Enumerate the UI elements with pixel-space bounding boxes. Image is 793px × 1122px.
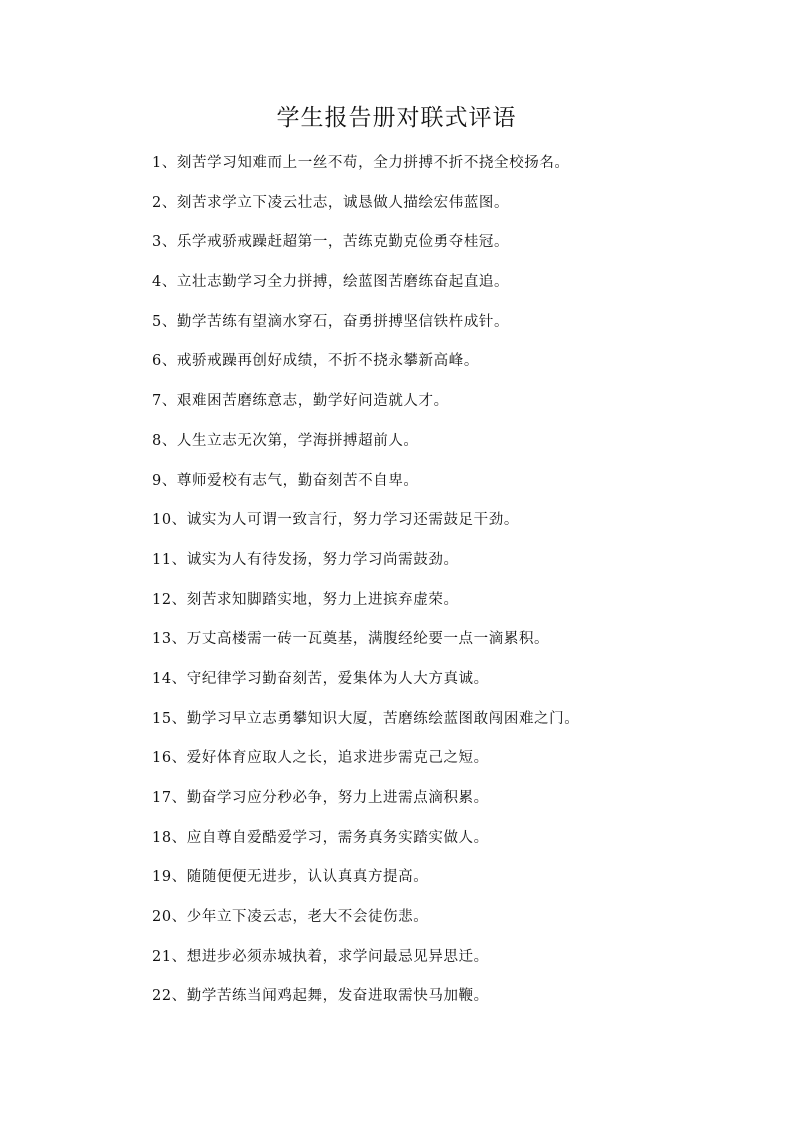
list-item: 6、戒骄戒躁再创好成绩，不折不挠永攀新高峰。 bbox=[152, 353, 479, 370]
list-item: 22、勤学苦练当闻鸡起舞，发奋进取需快马加鞭。 bbox=[152, 988, 489, 1005]
list-item: 2、刻苦求学立下凌云壮志，诚恳做人描绘宏伟蓝图。 bbox=[152, 194, 510, 211]
list-item: 11、诚实为人有待发扬，努力学习尚需鼓劲。 bbox=[152, 551, 459, 568]
list-item: 12、刻苦求知脚踏实地，努力上进摈弃虚荣。 bbox=[152, 591, 459, 608]
list-item: 17、勤奋学习应分秒必争，努力上进需点滴积累。 bbox=[152, 790, 489, 806]
list-item: 8、人生立志无次第，学海拼搏超前人。 bbox=[152, 432, 419, 449]
list-item: 5、勤学苦练有望滴水穿石，奋勇拼搏坚信铁杵成针。 bbox=[152, 313, 510, 330]
list-item: 10、诚实为人可谓一致言行，努力学习还需鼓足干劲。 bbox=[152, 512, 519, 529]
list-item: 20、少年立下凌云志，老大不会徒伤悲。 bbox=[152, 909, 429, 926]
list-item: 14、守纪律学习勤奋刻苦，爱集体为人大方真诚。 bbox=[152, 670, 489, 687]
list-item: 15、勤学习早立志勇攀知识大厦，苦磨练绘蓝图敢闯困难之门。 bbox=[152, 710, 580, 727]
list-item: 13、万丈高楼需一砖一瓦奠基，满腹经纶要一点一滴累积。 bbox=[152, 631, 550, 648]
list-item: 1、刻苦学习知难而上一丝不苟，全力拼搏不折不挠全校扬名。 bbox=[152, 155, 570, 171]
list-item: 16、爱好体育应取人之长，追求进步需克己之短。 bbox=[152, 750, 489, 767]
list-item: 19、随随便便无进步，认认真真方提高。 bbox=[152, 869, 429, 886]
list-item: 3、乐学戒骄戒躁赶超第一，苦练克勤克俭勇夺桂冠。 bbox=[152, 234, 510, 251]
list-item: 21、想进步必须赤城执着，求学问最忌见异思迁。 bbox=[152, 948, 489, 965]
comment-list bbox=[152, 152, 752, 1025]
list-item: 18、应自尊自爱酷爱学习，需务真务实踏实做人。 bbox=[152, 829, 489, 846]
list-item: 4、立壮志勤学习全力拼搏，绘蓝图苦磨练奋起直追。 bbox=[152, 274, 510, 291]
list-item: 7、艰难困苦磨练意志，勤学好问造就人才。 bbox=[152, 393, 449, 410]
page-title: 学生报告册对联式评语 bbox=[276, 105, 517, 131]
list-item: 9、尊师爱校有志气，勤奋刻苦不自卑。 bbox=[152, 472, 419, 489]
